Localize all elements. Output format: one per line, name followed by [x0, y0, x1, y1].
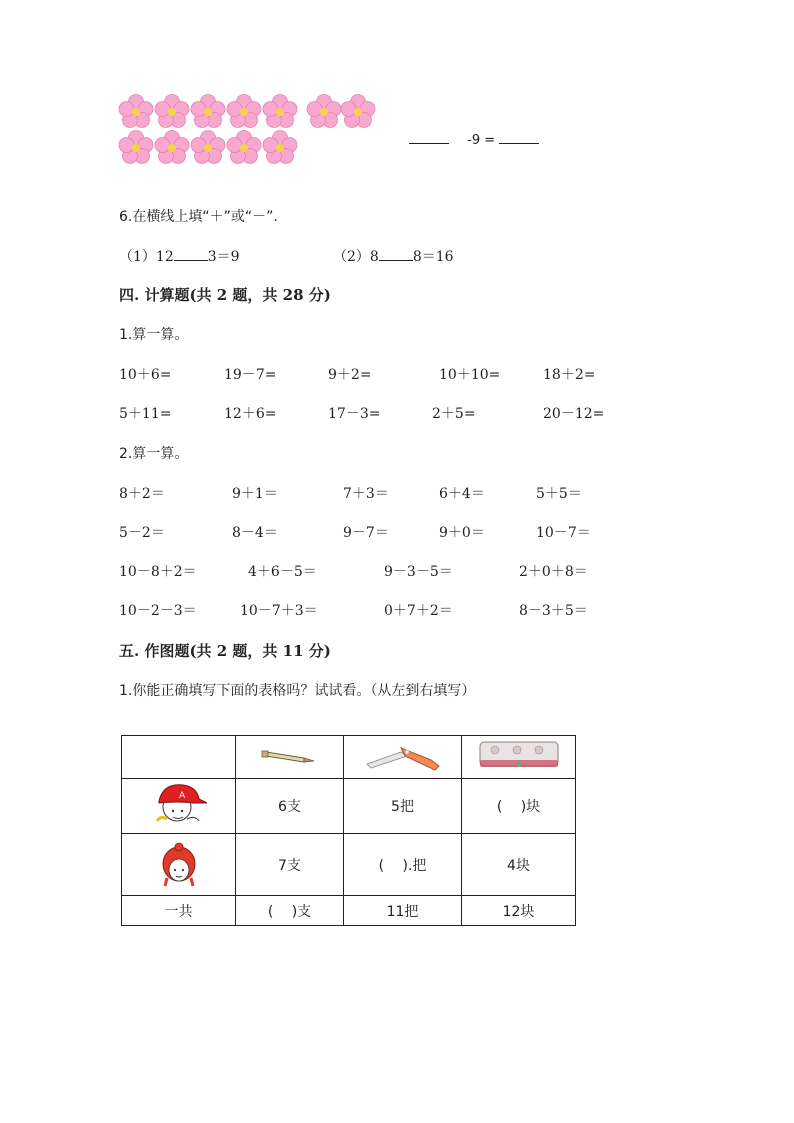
q6-part2-suffix: 8＝16 [412, 249, 454, 265]
flower-icon [190, 94, 226, 130]
sec4-q1: 1.算一算。 [119, 327, 189, 343]
calc-item: 10－8＋2＝ [119, 564, 197, 580]
q6-part1-prefix: （1）12 [119, 249, 174, 265]
section4-title: 四. 计算题(共 2 题，共 28 分) [119, 286, 331, 304]
total-label-cell: 一共 [122, 896, 236, 926]
calc-item: 2＋0＋8＝ [519, 564, 588, 580]
flower-icon [154, 130, 190, 166]
items-table [121, 735, 576, 926]
answer-blank[interactable] [409, 129, 449, 144]
calc-item: 5＋5＝ [536, 486, 582, 502]
calc-item: 4＋6－5＝ [248, 564, 317, 580]
pencil-header-cell [236, 736, 344, 779]
calc-item: 8－3＋5＝ [519, 603, 588, 619]
table-cell: 6支 [236, 779, 344, 834]
flower-icon [262, 94, 298, 130]
q6-part1-suffix: 3＝9 [207, 249, 240, 265]
flower-icon [226, 94, 262, 130]
calc-item: 9＋0＝ [439, 525, 485, 541]
calc-item: 10＋10= [439, 367, 501, 383]
flower-icon [118, 94, 154, 130]
calc-item: 17－3= [328, 406, 381, 422]
sec5-q1: 1.你能正确填写下面的表格吗？试试看。（从左到右填写） [119, 683, 476, 699]
calc-item: 10＋6= [119, 367, 172, 383]
flower-icon [154, 94, 190, 130]
calc-item: 9＋2= [328, 367, 372, 383]
calc-item: 12＋6= [224, 406, 277, 422]
svg-text:A: A [178, 791, 185, 801]
flower-icon [262, 130, 298, 166]
q6-title: 6.在横线上填“＋”或“－”. [119, 209, 278, 225]
flower-icon [190, 130, 226, 166]
flower-equation [409, 129, 539, 148]
table-cell: 4块 [462, 834, 576, 896]
calc-item: 20－12= [543, 406, 605, 422]
table-corner-cell [122, 736, 236, 779]
calc-item: 9－7＝ [343, 525, 389, 541]
calc-item: 7＋3＝ [343, 486, 389, 502]
answer-blank[interactable] [174, 246, 208, 261]
sec4-q2: 2.算一算。 [119, 446, 189, 462]
table-cell: 11把 [344, 896, 462, 926]
calc-item: 10－7＋3＝ [240, 603, 318, 619]
boy-cell [122, 779, 236, 834]
calc-item: 5＋11= [119, 406, 172, 422]
calc-item: 9－3－5＝ [384, 564, 453, 580]
flower-icon [340, 94, 376, 130]
table-cell-answer[interactable]: ( ).把 [344, 834, 462, 896]
table-cell: 12块 [462, 896, 576, 926]
table-cell: 7支 [236, 834, 344, 896]
calc-item: 9＋1＝ [232, 486, 278, 502]
eraser-box-icon [477, 738, 561, 772]
table-cell: 5把 [344, 779, 462, 834]
calc-item: 8＋2＝ [119, 486, 165, 502]
eraser-header-cell [462, 736, 576, 779]
calc-item: 0＋7＋2＝ [384, 603, 453, 619]
calc-item: 8－4＝ [232, 525, 278, 541]
answer-blank[interactable] [499, 129, 539, 144]
girl-avatar-icon [155, 838, 203, 888]
q6-part2 [333, 246, 454, 266]
pencil-icon [260, 743, 320, 767]
calc-item: 19－7= [224, 367, 277, 383]
calc-item: 10－7＝ [536, 525, 591, 541]
knife-icon [361, 738, 445, 772]
table-cell-answer[interactable]: ( )块 [462, 779, 576, 834]
q6-part2-prefix: （2）8 [333, 249, 379, 265]
section5-title: 五. 作图题(共 2 题，共 11 分) [119, 642, 331, 660]
flower-icon [226, 130, 262, 166]
flower-icon [118, 130, 154, 166]
q6-part1 [119, 246, 240, 266]
calc-item: 18＋2= [543, 367, 596, 383]
knife-header-cell [344, 736, 462, 779]
answer-blank[interactable] [379, 246, 413, 261]
calc-item: 5－2＝ [119, 525, 165, 541]
flower-icon [306, 94, 342, 130]
girl-cell [122, 834, 236, 896]
calc-item: 6＋4＝ [439, 486, 485, 502]
flowers-picture [118, 94, 388, 168]
calc-item: 2＋5= [432, 406, 476, 422]
table-cell-answer[interactable]: ( )支 [236, 896, 344, 926]
boy-avatar-icon [149, 781, 209, 827]
minus-text: -9 = [467, 133, 496, 148]
calc-item: 10－2－3＝ [119, 603, 197, 619]
